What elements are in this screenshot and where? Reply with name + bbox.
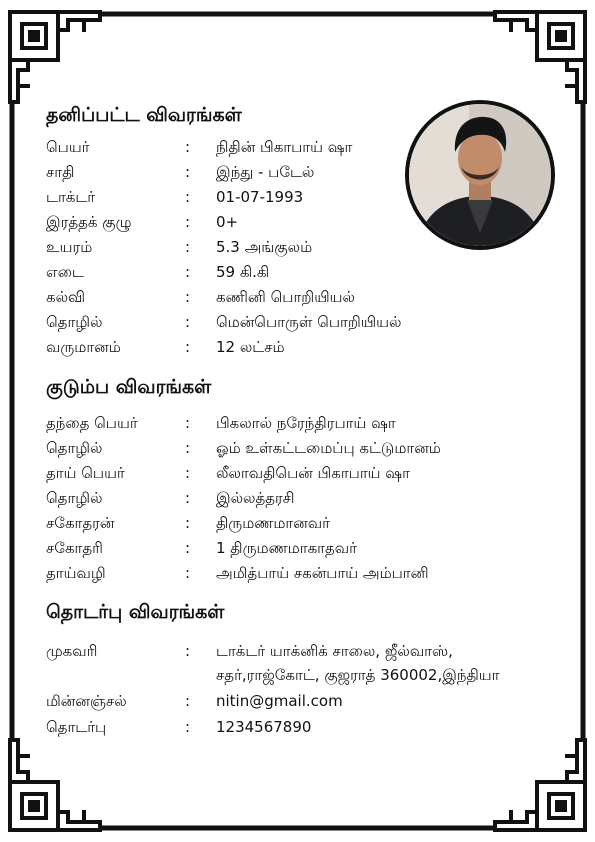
row-value: 5.3 அங்குலம் (216, 238, 313, 256)
row-separator: : (185, 288, 191, 306)
row-label: முகவரி (46, 642, 98, 660)
row-label: தாய்வழி (46, 564, 106, 582)
row-separator: : (185, 138, 191, 156)
row-separator: : (185, 213, 191, 231)
frame-corner-top-left (10, 12, 100, 102)
row-label: தொடர்பு (46, 718, 107, 736)
row-label: தொழில் (46, 489, 103, 507)
row-label: மின்னஞ்சல் (46, 692, 127, 710)
frame-corner-bottom-left (10, 740, 100, 830)
row-value: நிதின் பிகாபாய் ஷா (216, 138, 353, 156)
row-label: சகோதரி (46, 539, 103, 557)
frame-corner-top-right (495, 12, 585, 102)
row-value: 12 லட்சம் (216, 338, 285, 356)
row-value: இந்து - படேல் (216, 163, 315, 181)
row-separator: : (185, 263, 191, 281)
row-label: கல்வி (46, 288, 86, 306)
row-label: பெயர் (46, 138, 90, 156)
row-label: சகோதரன் (46, 514, 115, 532)
row-separator: : (185, 338, 191, 356)
row-value: மென்பொருள் பொறியியல் (216, 313, 402, 331)
row-label: இரத்தக் குழு (46, 213, 132, 231)
row-label: தாய் பெயர் (46, 464, 125, 482)
person-portrait-icon (409, 104, 551, 246)
row-label: தொழில் (46, 439, 103, 457)
row-separator: : (185, 489, 191, 507)
row-separator: : (185, 514, 191, 532)
row-separator: : (185, 464, 191, 482)
row-value: லீலாவதிபென் பிகாபாய் ஷா (216, 464, 410, 482)
row-separator: : (185, 564, 191, 582)
row-label: உயரம் (46, 238, 93, 256)
row-value: 01-07-1993 (216, 188, 304, 206)
row-label: தந்தை பெயர் (46, 414, 138, 432)
profile-photo (405, 100, 555, 250)
row-separator: : (185, 163, 191, 181)
address-line-2: சதர்,ராஜ்கோட், குஜராத் 360002,இந்தியா (216, 666, 500, 684)
row-value: திருமணமானவர் (216, 514, 330, 532)
row-separator: : (185, 539, 191, 557)
row-value: அமித்பாய் சகன்பாய் அம்பானி (216, 564, 429, 582)
row-separator: : (185, 642, 191, 660)
personal-details-heading: தனிப்பட்ட விவரங்கள் (46, 104, 242, 126)
row-label: தொழில் (46, 313, 103, 331)
row-separator: : (185, 313, 191, 331)
row-separator: : (185, 718, 191, 736)
row-separator: : (185, 188, 191, 206)
row-value: 0+ (216, 213, 239, 231)
phone-value: 1234567890 (216, 718, 312, 736)
row-value: 59 கி.கி (216, 263, 270, 281)
email-value: nitin@gmail.com (216, 692, 343, 710)
address-line-1: டாக்டர் யாக்னிக் சாலை, ஜீல்வாஸ், (216, 642, 453, 660)
contact-details-heading: தொடர்பு விவரங்கள் (46, 601, 225, 623)
row-value: கணினி பொறியியல் (216, 288, 355, 306)
row-separator: : (185, 439, 191, 457)
row-label: வருமானம் (46, 338, 121, 356)
family-details-heading: குடும்ப விவரங்கள் (46, 376, 212, 398)
row-label: சாதி (46, 163, 75, 181)
row-value: ஓம் உள்கட்டமைப்பு கட்டுமானம் (216, 439, 441, 457)
row-separator: : (185, 692, 191, 710)
row-separator: : (185, 238, 191, 256)
frame-corner-bottom-right (495, 740, 585, 830)
row-value: இல்லத்தரசி (216, 489, 295, 507)
row-separator: : (185, 414, 191, 432)
row-label: எடை (46, 263, 84, 281)
row-label: டாக்டர் (46, 188, 96, 206)
row-value: பிகலால் நரேந்திரபாய் ஷா (216, 414, 396, 432)
row-value: 1 திருமணமாகாதவர் (216, 539, 357, 557)
